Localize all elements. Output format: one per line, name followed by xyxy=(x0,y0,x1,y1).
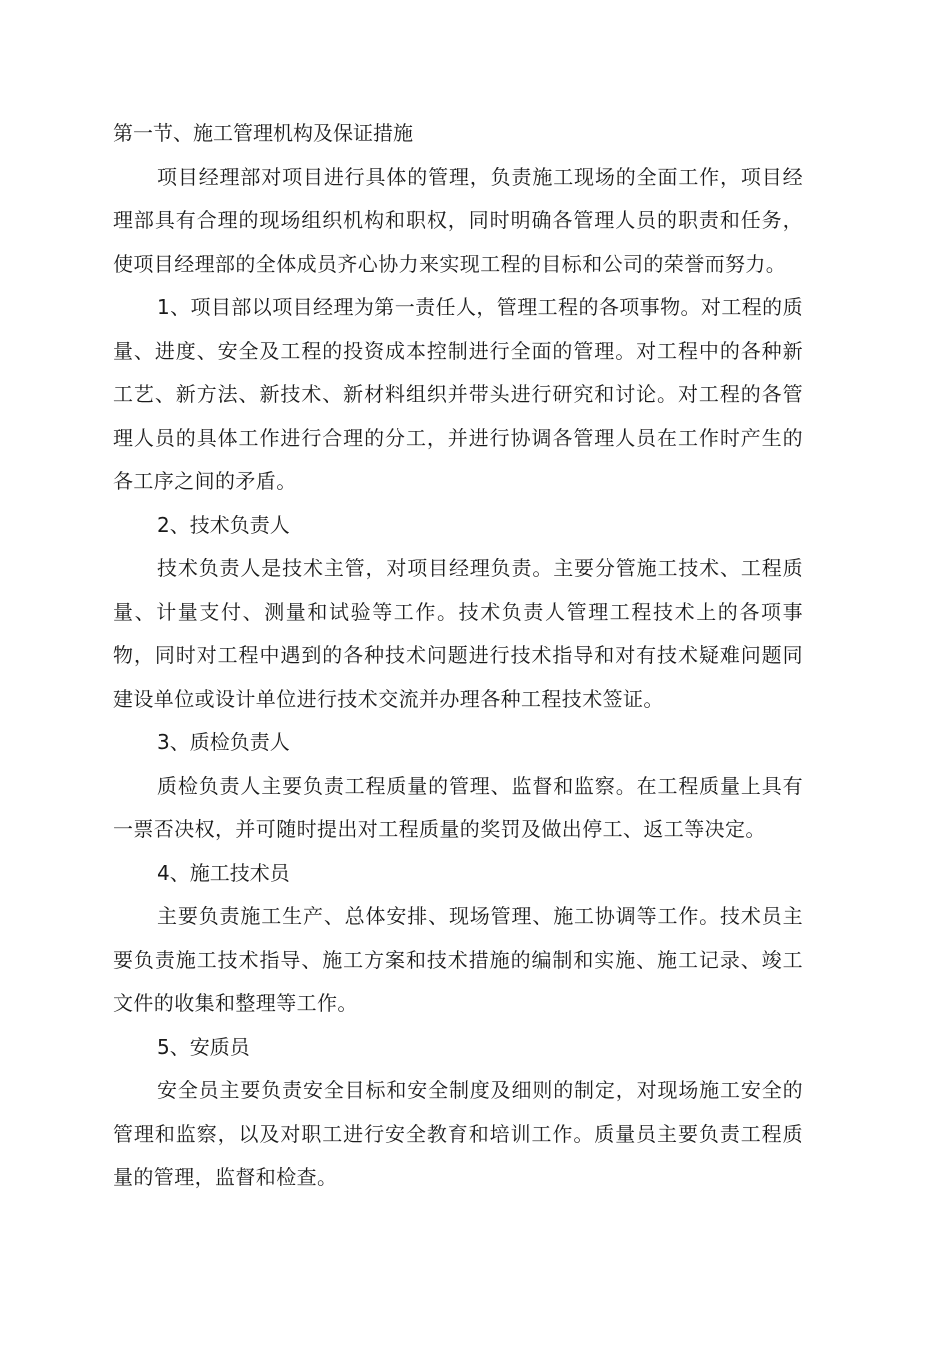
item-3-heading: 3、质检负责人 xyxy=(157,730,290,754)
intro-paragraph: 项目经理部对项目进行具体的管理，负责施工现场的全面工作，项目经理部具有合理的现场组织机构和职权，同时明确各管理人员的职责和任务，使项目经理部的全体成员齐心协力来实现工程的目标和公司的荣誉而努力。 xyxy=(113,164,803,276)
document-page xyxy=(113,112,803,1200)
item-2-heading: 2、技术负责人 xyxy=(157,512,290,537)
item-2-paragraph: 技术负责人是技术主管，对项目经理负责。主要分管施工技术、工程质量、计量支付、测量和试验等工作。技术负责人管理工程技术上的各项事物，同时对工程中遇到的各种技术问题进行技术指导和对有技术疑难问题同建设单位或设计单位进行技术交流并办理各种工程技术签证。 xyxy=(113,556,803,711)
item-5-paragraph: 安全员主要负责安全目标和安全制度及细则的制定，对现场施工安全的管理和监察，以及对职工进行安全教育和培训工作。质量员主要负责工程质量的管理，监督和检查。 xyxy=(113,1078,803,1189)
item-5-heading: 5、安质员 xyxy=(157,1034,250,1059)
section-title: 第一节、施工管理机构及保证措施 xyxy=(113,121,413,145)
item-3-paragraph: 质检负责人主要负责工程质量的管理、监督和监察。在工程质量上具有一票否决权，并可随时提出对工程质量的奖罚及做出停工、返工等决定。 xyxy=(113,773,803,841)
item-4-paragraph: 主要负责施工生产、总体安排、现场管理、施工协调等工作。技术员主要负责施工技术指导、施工方案和技术措施的编制和实施、施工记录、竣工文件的收集和整理等工作。 xyxy=(113,904,803,1015)
item-1-paragraph: 1、项目部以项目经理为第一责任人，管理工程的各项事物。对工程的质量、进度、安全及工程的投资成本控制进行全面的管理。对工程中的各种新工艺、新方法、新技术、新材料组织并带头进行研究和讨论。对工程的各管理人员的具体工作进行合理的分工，并进行协调各管理人员在工作时产生的各工序之间的矛盾。 xyxy=(113,295,803,493)
item-4-heading: 4、施工技术员 xyxy=(157,860,290,885)
